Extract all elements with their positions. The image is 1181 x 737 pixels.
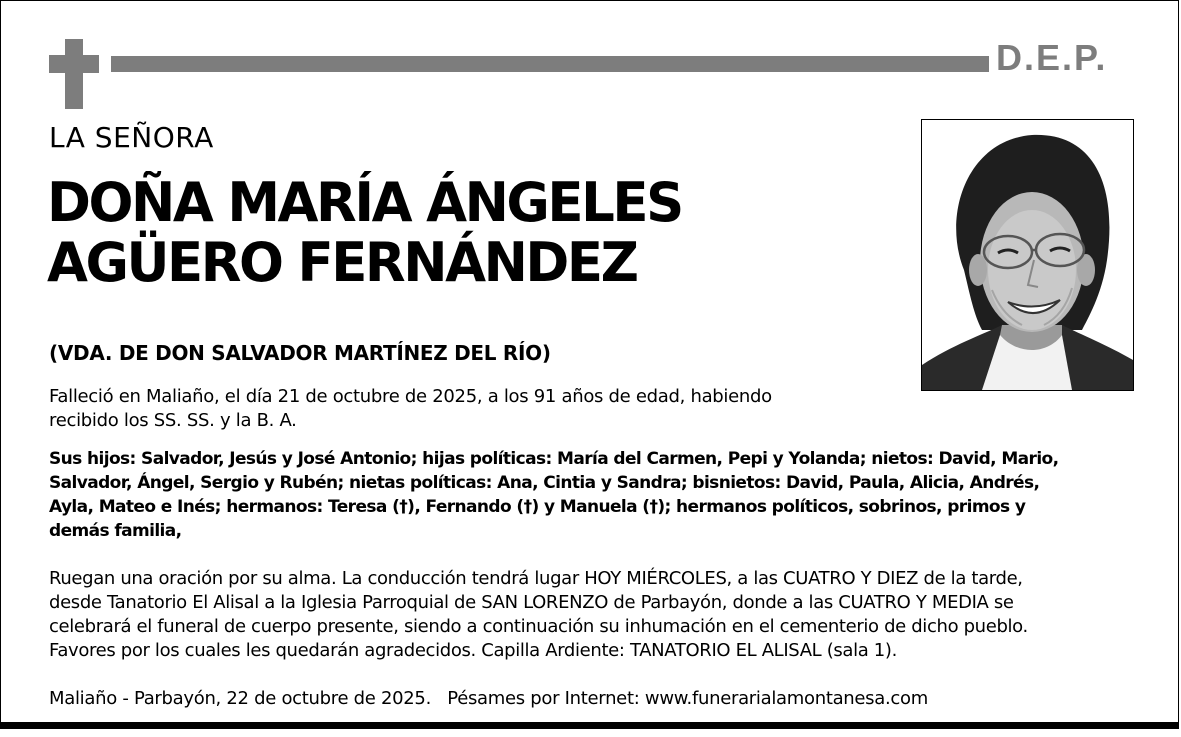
death-line: recibido los SS. SS. y la B. A.	[49, 410, 297, 431]
ceremony-paragraph	[49, 567, 1149, 663]
family-line: demás familia,	[49, 521, 182, 541]
family-line: Salvador, Ángel, Sergio y Rubén; nietas políticas: Ana, Cintia y Sandra; bisnietos: David, Paula, Alicia, Andrés,	[49, 473, 1040, 493]
portrait-illustration	[922, 120, 1133, 390]
dep-label: D.E.P.	[996, 37, 1108, 78]
family-paragraph	[49, 447, 1139, 543]
ceremony-line: Ruegan una oración por su alma. La conducción tendrá lugar HOY MIÉRCOLES, a las CUATRO Y DIEZ de la tarde,	[49, 568, 1023, 589]
family-line: Ayla, Mateo e Inés; hermanos: Teresa (†), Fernando (†) y Manuela (†); hermanos políticos, sobrinos, primos y	[49, 497, 1026, 517]
footer-place-date: Maliaño - Parbayón, 22 de octubre de 2025.	[49, 688, 432, 709]
ceremony-line: Favores por los cuales les quedarán agradecidos. Capilla Ardiente: TANATORIO EL ALISAL (sala 1).	[49, 640, 897, 661]
cross-icon	[49, 39, 99, 109]
ceremony-line: desde Tanatorio El Alisal a la Iglesia Parroquial de SAN LORENZO de Parbayón, donde a las CUATRO Y MEDIA se	[49, 592, 1014, 613]
name-line-2: AGÜERO FERNÁNDEZ	[47, 231, 637, 294]
death-line: Falleció en Maliaño, el día 21 de octubre de 2025, a los 91 años de edad, habiendo	[49, 386, 772, 407]
death-paragraph	[49, 385, 869, 433]
deceased-name	[47, 173, 682, 293]
ceremony-line: celebrará el funeral de cuerpo presente, siendo a continuación su inhumación en el cementerio de dicho pueblo.	[49, 616, 1028, 637]
footer-condolences: Pésames por Internet: www.funerarialamontanesa.com	[447, 688, 928, 709]
widow-of: (VDA. DE DON SALVADOR MARTÍNEZ DEL RÍO)	[49, 341, 551, 365]
portrait-photo	[921, 119, 1134, 391]
honorific: LA SEÑORA	[49, 121, 214, 154]
name-line-1: DOÑA MARÍA ÁNGELES	[47, 171, 682, 234]
footer	[49, 687, 1149, 711]
family-line: Sus hijos: Salvador, Jesús y José Antonio; hijas políticas: María del Carmen, Pepi y Yolanda; nietos: David, Mario,	[49, 449, 1059, 469]
header-rule	[111, 56, 989, 72]
